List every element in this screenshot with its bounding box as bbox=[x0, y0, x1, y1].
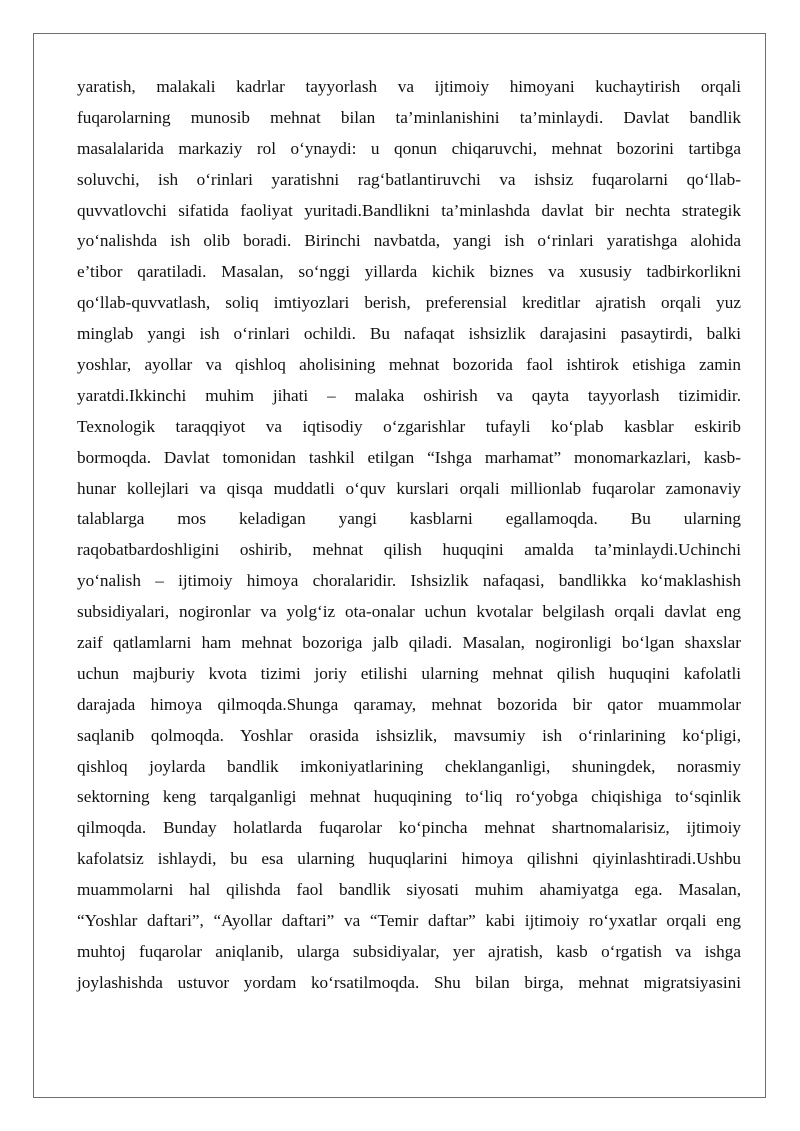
text-line: quvvatlovchi sifatida faoliyat yuritadi.Bandlikni ta’minlashda davlat bir nechta strategik bbox=[77, 200, 741, 220]
text-line: qilmoqda. Bunday holatlarda fuqarolar ko‘pincha mehnat shartnomalarisiz, ijtimoiy bbox=[77, 818, 741, 838]
text-line: minglab yangi ish o‘rinlari ochildi. Bu nafaqat ishsizlik darajasini pasaytirdi, balki bbox=[77, 324, 741, 344]
text-line: sektorning keng tarqalganligi mehnat huquqining to‘liq ro‘yobga chiqishiga to‘sqinlik bbox=[77, 787, 741, 807]
text-line: yoshlar, ayollar va qishloq aholisining mehnat bozorida faol ishtirok etishiga zamin bbox=[77, 355, 741, 375]
text-line: yo‘nalish – ijtimoiy himoya choralaridir. Ishsizlik nafaqasi, bandlikka ko‘maklashish bbox=[77, 571, 741, 591]
text-line: e’tibor qaratiladi. Masalan, so‘nggi yillarda kichik biznes va xususiy tadbirkorlikni bbox=[77, 262, 741, 282]
text-line: hunar kollejlari va qisqa muddatli o‘quv kurslari orqali millionlab fuqarolar zamonaviy bbox=[77, 478, 741, 498]
text-line: qo‘llab-quvvatlash, soliq imtiyozlari berish, preferensial kreditlar ajratish orqali yuz bbox=[77, 293, 741, 313]
text-line: Texnologik taraqqiyot va iqtisodiy o‘zgarishlar tufayli ko‘plab kasblar eskirib bbox=[77, 416, 741, 436]
text-line: saqlanib qolmoqda. Yoshlar orasida ishsizlik, mavsumiy ish o‘rinlarining ko‘pligi, bbox=[77, 725, 741, 745]
text-line: yaratdi.Ikkinchi muhim jihati – malaka oshirish va qayta tayyorlash tizimidir. bbox=[77, 385, 741, 405]
text-line: “Yoshlar daftari”, “Ayollar daftari” va “Temir daftar” kabi ijtimoiy ro‘yxatlar orqali eng bbox=[77, 911, 741, 931]
text-line: yo‘nalishda ish olib boradi. Birinchi navbatda, yangi ish o‘rinlari yaratishga alohida bbox=[77, 231, 741, 251]
text-line: muammolarni hal qilishda faol bandlik siyosati muhim ahamiyatga ega. Masalan, bbox=[77, 880, 741, 900]
text-line: uchun majburiy kvota tizimi joriy etilishi ularning mehnat qilish huquqini kafolatli bbox=[77, 663, 741, 683]
text-line: yaratish, malakali kadrlar tayyorlash va ijtimoiy himoyani kuchaytirish orqali bbox=[77, 77, 741, 96]
text-line: soluvchi, ish o‘rinlari yaratishni rag‘batlantiruvchi va ishsiz fuqarolarni qo‘llab- bbox=[77, 169, 741, 189]
text-line: talablarga mos keladigan yangi kasblarni egallamoqda. Bu ularning bbox=[77, 509, 741, 529]
text-line: bormoqda. Davlat tomonidan tashkil etilgan “Ishga marhamat” monomarkazlari, kasb- bbox=[77, 447, 741, 467]
text-line: darajada himoya qilmoqda.Shunga qaramay, mehnat bozorida bir qator muammolar bbox=[77, 694, 741, 714]
text-line: qishloq joylarda bandlik imkoniyatlarining cheklanganligi, shuningdek, norasmiy bbox=[77, 756, 741, 776]
text-line: masalalarida markaziy rol o‘ynaydi: u qonun chiqaruvchi, mehnat bozorini tartibga bbox=[77, 138, 741, 158]
text-line: muhtoj fuqarolar aniqlanib, ularga subsidiyalar, yer ajratish, kasb o‘rgatish va ishga bbox=[77, 941, 741, 961]
text-line: zaif qatlamlarni ham mehnat bozoriga jalb qiladi. Masalan, nogironligi bo‘lgan shaxslar bbox=[77, 633, 741, 653]
document-body bbox=[77, 72, 741, 999]
text-line: raqobatbardoshligini oshirib, mehnat qilish huquqini amalda ta’minlaydi.Uchinchi bbox=[77, 540, 741, 560]
text-line: subsidiyalari, nogironlar va yolg‘iz ota-onalar uchun kvotalar belgilash orqali davlat eng bbox=[77, 602, 741, 622]
text-line: kafolatsiz ishlaydi, bu esa ularning huquqlarini himoya qilishni qiyinlashtiradi.Ushbu bbox=[77, 849, 741, 869]
text-line: fuqarolarning munosib mehnat bilan ta’minlanishini ta’minlaydi. Davlat bandlik bbox=[77, 107, 741, 127]
text-line: joylashishda ustuvor yordam ko‘rsatilmoqda. Shu bilan birga, mehnat migratsiyasini bbox=[77, 972, 741, 992]
